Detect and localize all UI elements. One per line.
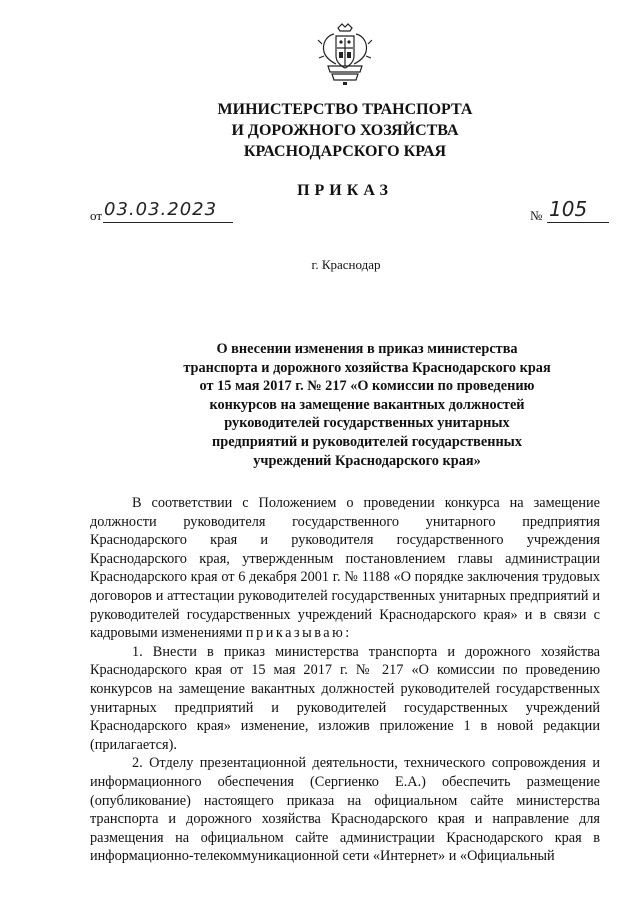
subject-line: О внесении изменения в приказ министерства bbox=[216, 341, 518, 357]
subject-line: предприятий и руководителей государственных bbox=[212, 433, 522, 450]
ministry-line: МИНИСТЕРСТВО ТРАНСПОРТА bbox=[217, 101, 473, 118]
order-date-number-row bbox=[90, 199, 610, 229]
body-paragraph: 2. Отделу презентационной деятельности, технического сопровождения и информационного обеспечения (Сергиенко Е.А.) обеспечить размещение (опубликование) настоящего приказа на официальном сайте министерства транспорта и дорожного хозяйства Краснодарского края и направление для размещения на официальном сайте администрации Краснодарского края в информационно-телекоммуникационной сети «Интернет» и «Официальный bbox=[90, 755, 600, 865]
order-number: 105 bbox=[549, 197, 588, 221]
paragraph-text: В соответствии с Положением о проведении конкурса на замещение должности руководителя государственного унитарного предприятия Краснодарского края и руководителя государственного учреждения Краснодарского края, утвержденным постановлением главы администрации Краснодарского края от 6 декабря 2001 г. № 1188 «О порядке заключения трудовых договоров и аттестации руководителей государственных унитарных предприятий и руководителей государственных учреждений Краснодарского края» и в связи с кадровыми изменениями bbox=[90, 495, 600, 642]
city: г. Краснодар bbox=[311, 257, 381, 272]
body-paragraph: 1. Внести в приказ министерства транспорта и дорожного хозяйства Краснодарского края от 15 мая 2017 г. № 217 «О комиссии по проведению конкурсов на замещение вакантных должностей руководителей государственных унитарных предприятий и руководителей государственных учреждений Краснодарского края» изменение, изложив приложение 1 в новой редакции (прилагается). bbox=[90, 643, 600, 753]
order-body bbox=[90, 494, 600, 866]
subject-line: руководителей государственных унитарных bbox=[224, 415, 510, 432]
subject-line: конкурсов на замещение вакантных должностей bbox=[209, 396, 525, 413]
order-subject bbox=[0, 340, 628, 470]
order-title: ПРИКАЗ bbox=[297, 182, 393, 199]
subject-line: транспорта и дорожного хозяйства Краснодарского края bbox=[183, 359, 551, 376]
date-prefix: от bbox=[90, 208, 103, 223]
ministry-line: КРАСНОДАРСКОГО КРАЯ bbox=[243, 143, 447, 160]
ministry-header bbox=[0, 99, 628, 162]
ministry-line: И ДОРОЖНОГО ХОЗЯЙСТВА bbox=[231, 122, 459, 139]
order-verb: приказываю: bbox=[245, 625, 352, 642]
body-paragraph bbox=[90, 494, 600, 643]
number-prefix: № bbox=[530, 208, 543, 223]
date-underline bbox=[103, 222, 233, 223]
subject-line: от 15 мая 2017 г. № 217 «О комиссии по проведению bbox=[199, 378, 535, 395]
number-underline bbox=[547, 222, 609, 223]
krasnodar-coat-of-arms-icon bbox=[316, 22, 374, 86]
subject-line: учреждений Краснодарского края» bbox=[253, 452, 481, 469]
order-date: 03.03.2023 bbox=[104, 199, 218, 220]
